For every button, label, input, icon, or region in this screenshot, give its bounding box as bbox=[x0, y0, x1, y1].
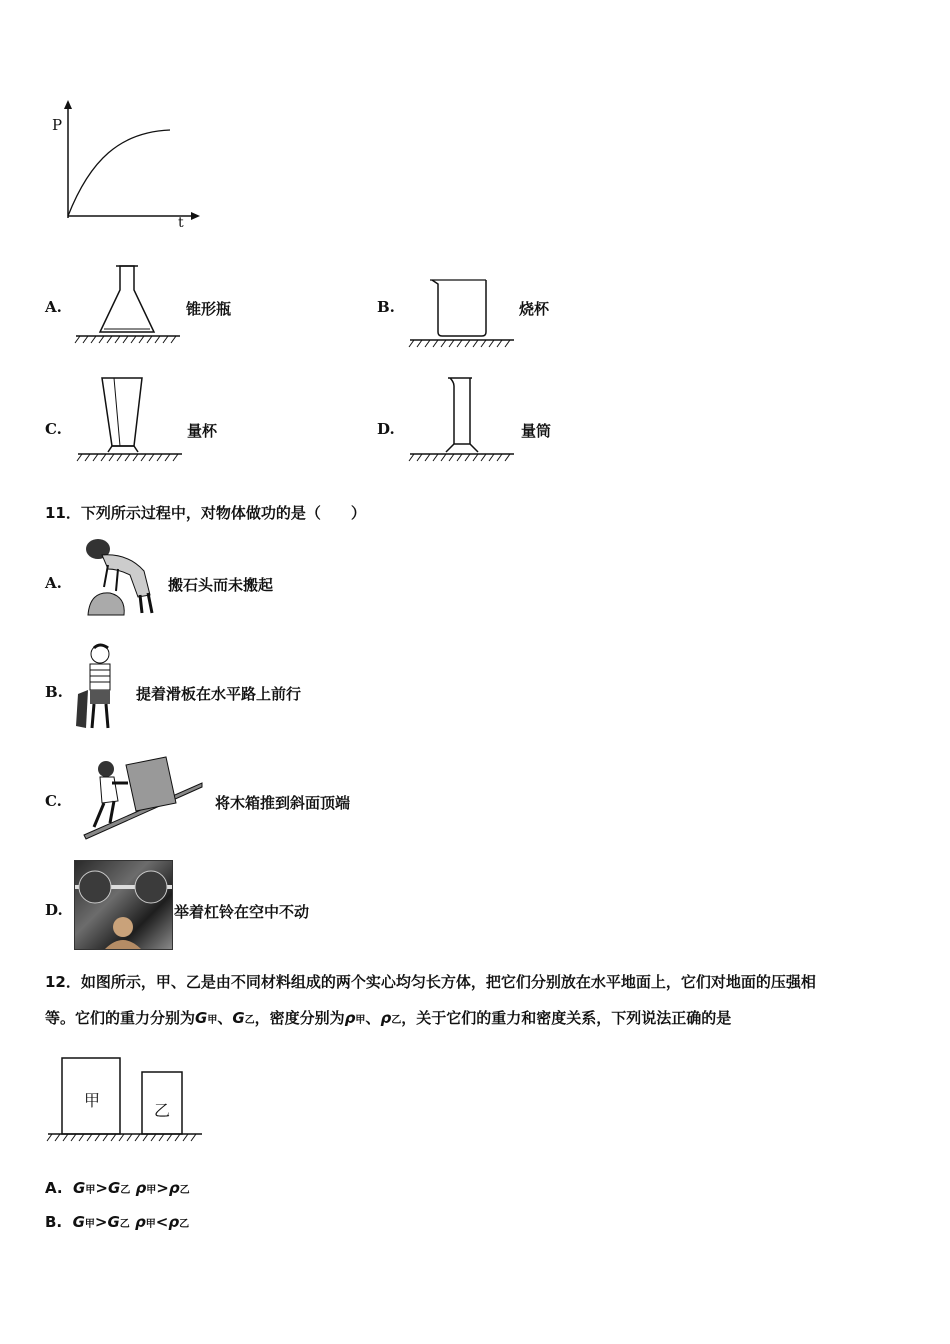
measuring-cup-icon bbox=[74, 374, 184, 469]
boy-carrying-skateboard-icon bbox=[74, 642, 134, 737]
option-letter: B. bbox=[377, 298, 395, 316]
option-letter: A. bbox=[45, 298, 62, 316]
graduated-cylinder-icon bbox=[406, 374, 516, 469]
option-caption: 将木箱推到斜面顶端 bbox=[215, 794, 351, 812]
option-letter: D. bbox=[45, 901, 63, 919]
beaker-icon bbox=[406, 272, 516, 362]
person-lifting-stone-icon bbox=[78, 535, 168, 620]
q12-option-b[interactable]: B. G甲>G乙 ρ甲<ρ乙 bbox=[45, 1213, 190, 1231]
q12-option-a[interactable]: A. G甲>G乙 ρ甲>ρ乙 bbox=[45, 1179, 190, 1197]
weightlifter-photo bbox=[74, 860, 173, 950]
q12-stem-line1: 12．如图所示，甲、乙是由不同材料组成的两个实心均匀长方体，把它们分别放在水平地面上，它们对地面的压强相 bbox=[45, 973, 816, 991]
graph-x-label: t bbox=[178, 215, 184, 231]
pushing-box-up-slope-icon bbox=[80, 755, 205, 845]
option-caption: 提着滑板在水平路上前行 bbox=[136, 685, 302, 703]
option-letter: A. bbox=[45, 574, 62, 592]
option-caption: 锥形瓶 bbox=[186, 300, 232, 318]
q11-stem: 11．下列所示过程中，对物体做功的是（ ） bbox=[45, 504, 366, 522]
option-letter: B. bbox=[45, 683, 63, 701]
graph-y-label: P bbox=[52, 116, 63, 134]
option-caption: 举着杠铃在空中不动 bbox=[174, 903, 310, 921]
conical-flask-icon bbox=[72, 262, 182, 352]
option-letter: D. bbox=[377, 420, 395, 438]
option-letter: C. bbox=[45, 420, 62, 438]
option-caption: 搬石头而未搬起 bbox=[168, 576, 274, 594]
q12-stem-line2: 等。它们的重力分别为G甲、G乙，密度分别为ρ甲、ρ乙，关于它们的重力和密度关系，下列说法正确的是 bbox=[45, 1009, 732, 1027]
block-yi-label: 乙 bbox=[154, 1101, 171, 1120]
option-caption: 量筒 bbox=[521, 422, 552, 440]
option-caption: 量杯 bbox=[187, 422, 218, 440]
option-caption: 烧杯 bbox=[519, 300, 550, 318]
block-jia-label: 甲 bbox=[84, 1091, 101, 1110]
option-letter: C. bbox=[45, 792, 62, 810]
